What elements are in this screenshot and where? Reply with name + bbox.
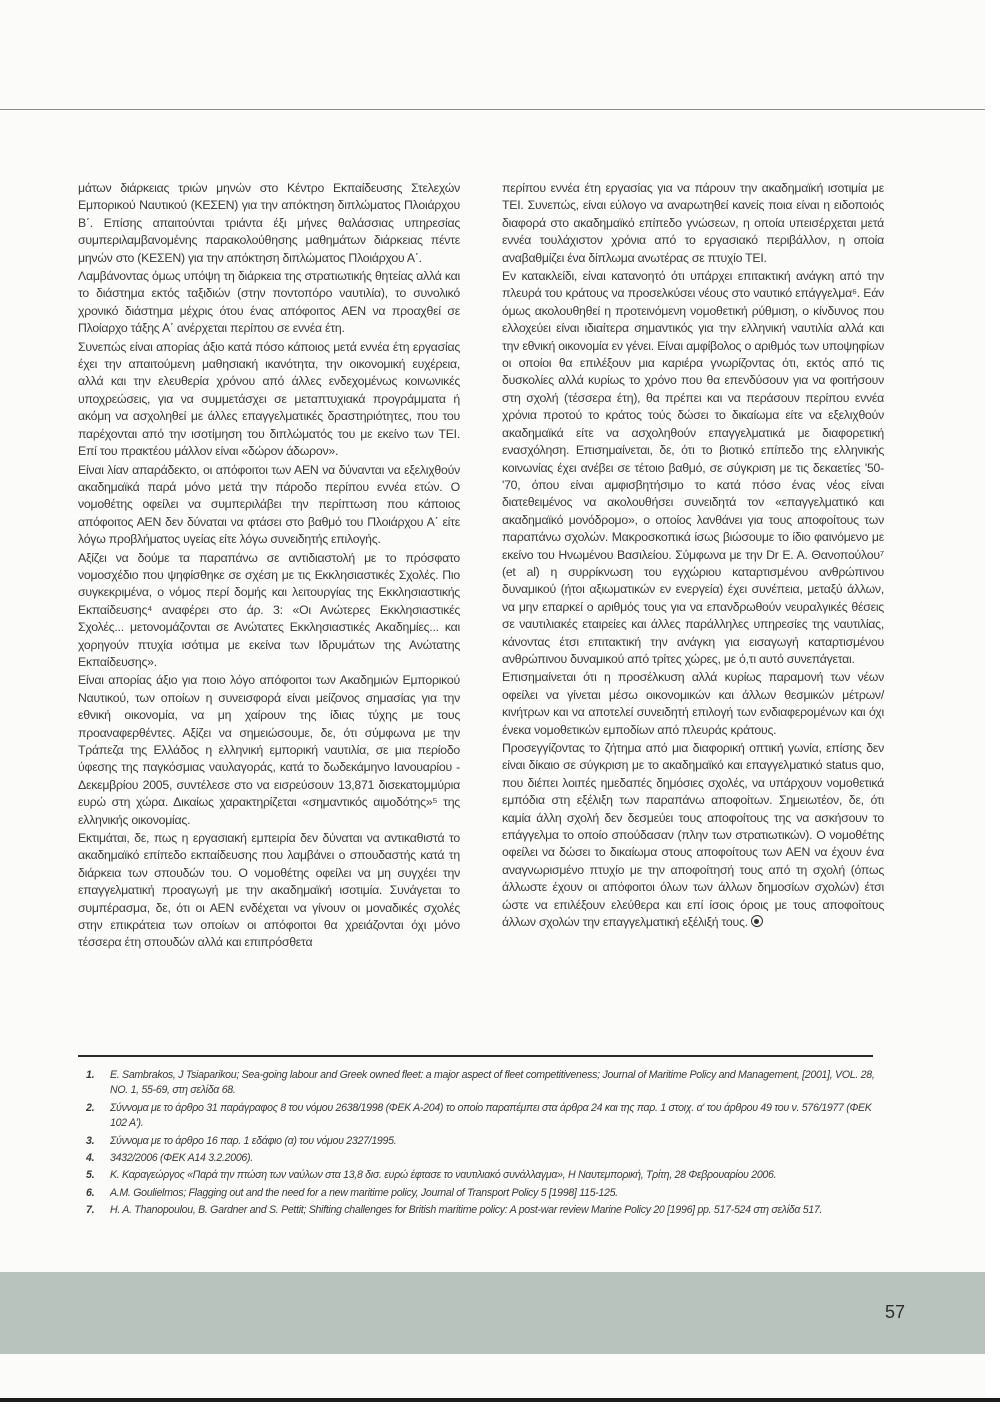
footnotes-rule xyxy=(78,1055,873,1057)
footnote-number: 5. xyxy=(86,1169,95,1182)
footnote-number: 2. xyxy=(86,1101,95,1114)
footnote-7 xyxy=(78,1203,878,1218)
left-paragraph-4: Είναι λίαν απαράδεκτο, οι απόφοιτοι των ΑΕΝ να δύνανται να εξελιχθούν ακαδημαϊκά παρά μόνο μετά την πάροδο περίπου εννέα ετών. Ο νομοθέτης οφείλει να συμπεριλάβει την περίπτωση που κάποιος απόφοιτος ΑΕΝ δεν δύναται να φτάσει στο βαθμό του Πλοιάρχου Α΄ είτε λόγω προβλήματος υγείας είτε λόγω συνειδητής επιλογής. xyxy=(78,462,460,547)
left-paragraph-3: Συνεπώς είναι απορίας άξιο κατά πόσο κάποιος μετά εννέα έτη εργασίας έχει την απαιτούμενη μαθησιακή ικανότητα, την οικονομική ευχέρεια, αλλά και την ελευθερία χρόνου από άλλες ενδεχομένως κοινωνικές υποχρεώσεις, για να συμμετάσχει σε μεταπτυχιακά προγράμματα ή ακόμη να ασχοληθεί με άλλες επαγγελματικές δραστηριότητες, που του παρέχονται από την ισοτίμηση του διπλώματός του με εκείνο των ΤΕΙ. Επί του πρακτέου μάλλον είναι «δώρον άδωρον». xyxy=(78,339,460,459)
header-rule xyxy=(0,109,985,110)
left-paragraph-7: Εκτιμάται, δε, πως η εργασιακή εμπειρία δεν δύναται να αντικαθιστά το ακαδημαϊκό επίπεδο εκπαίδευσης που λαμβάνει ο σπουδαστής κατά τη διάρκεια των σπουδών του. Ο νομοθέτης οφείλει να μη συγχέει την επαγγελματική προαγωγή με την ακαδημαϊκή ισοτιμία. Συνάγεται το συμπέρασμα, δε, ότι οι ΑΕΝ ενδέχεται να γίνουν οι μοναδικές σχολές στην επικράτεια των οποίων οι απόφοιτοι θα χρειάζονται όχι μόνο τέσσερα έτη σπουδών αλλά και επιπρόσθετα xyxy=(78,831,460,950)
right-paragraph-4 xyxy=(502,740,884,931)
bottom-edge-rule xyxy=(0,1398,1000,1402)
footnote-number: 3. xyxy=(86,1134,95,1147)
left-paragraph-2: Λαμβάνοντας όμως υπόψη τη διάρκεια της στρατιωτικής θητείας αλλά και το διάστημα εκτός ταξιδιών (στην ποντοπόρο ναυτιλία), το συνολικό χρονικό διάστημα μέχρις ότου ένας απόφοιτος ΑΕΝ να προαχθεί σε Πλοίαρχο τάξης Α΄ ανέρχεται περίπου σε εννέα έτη. xyxy=(78,269,460,336)
footnote-text: E. Sambrakos, J Tsiaparikou; Sea-going labour and Greek owned fleet: a major aspect of fleet competitiveness; Journal of Maritime Policy and Management, [2001], VOL. 28, NO. 1, 55-69, στη σελίδα 68. xyxy=(110,1069,875,1097)
footnote-text: Σύννομα με το άρθρο 16 παρ. 1 εδάφιο (α) του νόμου 2327/1995. xyxy=(110,1134,397,1147)
right-paragraph-3: Επισημαίνεται ότι η προσέλκυση αλλά κυρίως παραμονή των νέων οφείλει να γίνεται μέσω οικονομικών και άλλων θεσμικών μέτρων/κινήτρων και να αποτελεί συνειδητή επιλογή των ενδιαφερομένων και όχι ένεκα νομοθετικών εμποδίων από πλευράς κράτους. xyxy=(502,670,884,737)
bullseye-icon xyxy=(751,915,763,927)
footnote-text: Σύννομα με το άρθρο 31 παράγραφος 8 του νόμου 2638/1998 (ΦΕΚ Α-204) το οποίο παραπέμπει στα άρθρα 24 και της παρ. 1 στοιχ. α' του άρθρου 49 του ν. 576/1977 (ΦΕΚ 102 Α'). xyxy=(110,1101,872,1130)
scan-margin xyxy=(985,0,1000,1398)
footnote-text: Κ. Καραγεώργος «Παρά την πτώση των ναύλων στα 13,8 δισ. ευρώ έφτασε το ναυτιλιακό συνάλλαγμα», Η Ναυτεμπορική, Τρίτη, 28 Φεβρουαρίου 2006. xyxy=(110,1169,777,1182)
footnotes xyxy=(78,1068,878,1221)
footnote-number: 6. xyxy=(86,1186,95,1199)
footnote-text: H. A. Thanopoulou, B. Gardner and S. Pettit; Shifting challenges for British maritime policy: A post-war review Marine Policy 20 [1996] pp. 517-524 στη σελίδα 517. xyxy=(110,1204,823,1217)
footnote-5 xyxy=(78,1168,878,1183)
footnote-3 xyxy=(78,1134,878,1149)
footnote-6 xyxy=(78,1186,878,1201)
footnote-number: 1. xyxy=(86,1069,95,1081)
footer-band xyxy=(0,1272,985,1354)
right-paragraph-2: Εν κατακλείδι, είναι κατανοητό ότι υπάρχει επιτακτική ανάγκη από την πλευρά του κράτους να προσελκύσει νέους στο ναυτικό επάγγελμα⁶. Εάν όμως ακολουθηθεί η προτεινόμενη νομοθετική ρύθμιση, ο κίνδυνος που ελλοχεύει είναι ιδιαίτερα σημαντικός για την ελληνική ναυτιλία αλλά και την εθνική οικονομία εν γένει. Είναι αμφίβολος ο αριθμός των υποψηφίων οι οποίοι θα επιλέξουν μια καριέρα γνωρίζοντας ότι, εκτός από τις δυσκολίες αλλά κυρίως το χρόνο που θα επενδύσουν για να φοιτήσουν στη σχολή (τέσσερα έτη), θα πρέπει και να περάσουν περίπου εννέα χρόνια προτού το κράτος τούς δώσει το δικαίωμα είτε να εξελιχθούν ακαδημαϊκά είτε να ασχοληθούν επαγγελματικά με διαφορετική ενασχόληση. Επισημαίνεται, δε, ότι το βιοτικό επίπεδο της ελληνικής κοινωνίας έχει ανέβει σε τέτοιο βαθμό, σε σύγκριση με τις δεκαετίες '50-'70, όπου είναι αμφισβητήσιμο το κατά πόσο ένας νέος είναι διατεθειμένος να ακολουθήσει συνειδητά τον «επαγγελματικό και ακαδημαϊκό μονόδρομο», ο οποίος λανθάνει για τους αποφοίτους των παραπάνω σχολών. Μακροσκοπικά ίσως βιώσουμε το ίδιο φαινόμενο με εκείνο του Ηνωμένου Βασιλείου. Σύμφωνα με την Dr Ε. Α. Θανοπούλου⁷ (et al) η συρρίκνωση του εγχώριου καταρτισμένου ανθρώπινου δυναμικού (ήτοι αξιωματικών εν ενεργεία) έχει συνέπεια, μεταξύ άλλων, να μην επαρκεί ο αριθμός τους για να επανδρωθούν νευραλγικές θέσεις σε ναυτιλιακές εταιρείες και άλλες παράλληλες υπηρεσίες της ναυτιλίας, κάνοντας έτσι επιτακτική την ανάγκη για εισαγωγή καταρτισμένου ανθρώπινου δυναμικού από τρίτες χώρες, με ό,τι αυτό συνεπάγεται. xyxy=(502,269,884,666)
page-number: 57 xyxy=(884,1302,905,1322)
footnote-2 xyxy=(78,1101,878,1132)
footnote-text: 3432/2006 (ΦΕΚ Α14 3.2.2006). xyxy=(110,1152,253,1165)
footnote-4 xyxy=(78,1151,878,1166)
left-paragraph-6: Είναι απορίας άξιο για ποιο λόγο απόφοιτοι των Ακαδημιών Εμπορικού Ναυτικού, των οποίων η συνεισφορά είναι μείζονος σημασίας για την εθνική οικονομία, να μη χαίρουν της ίδιας τύχης με τους προαναφερθέντες. Αξίζει να σημειώσουμε, δε, ότι σύμφωνα με την Τράπεζα της Ελλάδος η ελληνική εμπορική ναυτιλία, σε μια περίοδο ύφεσης της παγκόσμιας ναυλαγοράς, κατά το δωδεκάμηνο Ιανουαρίου - Δεκεμβρίου 2005, συντέλεσε στο να εισρεύσουν 13,871 δισεκατομμύρια ευρώ στη χώρα. Δικαίως χαρακτηρίζεται «σημαντικός αιμοδότης»⁵ της ελληνικής οικονομίας. xyxy=(78,673,460,827)
footnote-number: 7. xyxy=(86,1204,95,1217)
left-column xyxy=(78,180,460,952)
right-column xyxy=(502,180,884,931)
left-paragraph-1: μάτων διάρκειας τριών μηνών στο Κέντρο Εκπαίδευσης Στελεχών Εμπορικού Ναυτικού (ΚΕΣΕΝ) για την απόκτηση διπλώματος Πλοιάρχου Β΄. Επίσης απαιτούνται τριάντα έξι μήνες θαλάσσιας υπηρεσίας συμπεριλαμβανομένης παρακολούθησης μαθημάτων διάρκειας πέντε μηνών στο (ΚΕΣΕΝ) για την απόκτηση διπλώματος Πλοιάρχου Α΄. xyxy=(78,181,460,265)
right-paragraph-4-text: Προσεγγίζοντας το ζήτημα από μια διαφορική οπτική γωνία, επίσης δεν είναι δίκαιο σε σύγκριση με το ακαδημαϊκό και επαγγελματικό status quo, που διέπει λοιπές ημεδαπές δημόσιες σχολές, να υπάρχουν νομοθετικά εμπόδια στη εξέλιξη των παραπάνω αποφοίτων. Σημειωτέον, δε, ότι καμία άλλη σχολή δεν δεσμεύει τους αποφοίτους της να ασκήσουν το επάγγελμα το οποίο σπούδασαν (πλην των στρατιωτικών). Ο νομοθέτης οφείλει να δώσει το δικαίωμα στους αποφοίτους των ΑΕΝ να έχουν ένα αναγνωρισμένο πτυχίο με την αποφοίτησή τους από τη σχολή (όπως άλλωστε έχουν οι απόφοιτοι όλων των άλλων δημοσίων σχολών) έτσι ώστε να επιλέξουν ελεύθερα και επί ίσοις όροις με τους αποφοίτους άλλων σχολών την επαγγελματική εξέλιξή τους. xyxy=(502,741,884,930)
footnote-number: 4. xyxy=(86,1152,95,1165)
left-paragraph-5: Αξίζει να δούμε τα παραπάνω σε αντιδιαστολή με το πρόσφατο νομοσχέδιο που ψηφίσθηκε σε σχέση με τις Εκκλησιαστικές Σχολές. Πιο συγκεκριμένα, ο νόμος περί δομής και λειτουργίας της Εκκλησιαστικής Εκπαίδευσης⁴ αναφέρει στο άρ. 3: «Οι Ανώτερες Εκκλησιαστικές Σχολές... μετονομάζονται σε Ανώτατες Εκκλησιαστικές Ακαδημίες... και χορηγούν πτυχία ισότιμα με εκείνα των Ιδρυμάτων της Ανώτατης Εκπαίδευσης». xyxy=(78,550,460,669)
footnote-1 xyxy=(78,1068,878,1099)
footnote-text: A.M. Goulielmos; Flagging out and the need for a new maritime policy, Journal of Transport Policy 5 [1998] 115-125. xyxy=(110,1186,618,1199)
right-paragraph-1: περίπου εννέα έτη εργασίας για να πάρουν την ακαδημαϊκή ισοτιμία με ΤΕΙ. Συνεπώς, είναι εύλογο να αναρωτηθεί κανείς ποια είναι η ειδοποιός διαφορά στο ακαδημαϊκό επίπεδο γνώσεων, η οποία υπεισέρχεται μετά εννέα τουλάχιστον χρόνια από το εργασιακό περιβάλλον, η οποία αναβαθμίζει ένα δίπλωμα ανωτέρας σε πτυχίο ΤΕΙ. xyxy=(502,181,884,265)
